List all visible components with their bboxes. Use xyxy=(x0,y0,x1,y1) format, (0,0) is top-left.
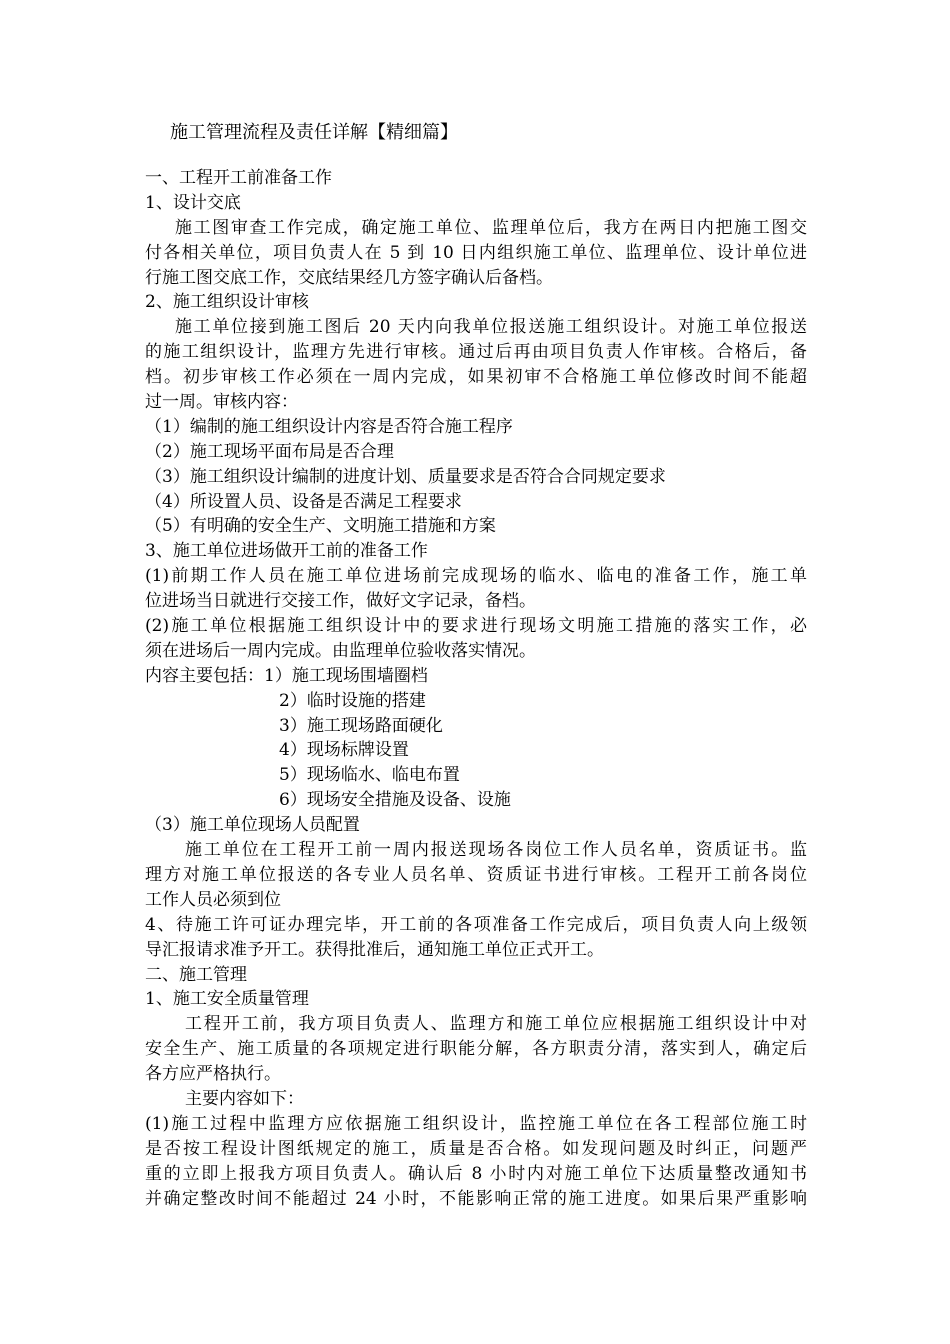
list-item: 4）现场标牌设置 xyxy=(279,740,409,761)
list-item: 6）现场安全措施及设备、设施 xyxy=(279,790,511,811)
paragraph-line: 过一周。审核内容： xyxy=(145,392,298,413)
paragraph-line: 的施工组织设计，监理方先进行审核。通过后再由项目负责人作审核。合格后，备 xyxy=(145,342,807,363)
list-item: （3）施工组织设计编制的进度计划、质量要求是否符合合同规定要求 xyxy=(145,466,666,487)
list-item: 5）现场临水、临电布置 xyxy=(279,765,460,786)
paragraph-line: 位进场当日就进行交接工作，做好文字记录，备档。 xyxy=(145,591,536,612)
paragraph-line: 是否按工程设计图纸规定的施工，质量是否合格。如发现问题及时纠正，问题严 xyxy=(145,1138,807,1159)
paragraph-line: (1)施工过程中监理方应依据施工组织设计，监控施工单位在各工程部位施工时 xyxy=(145,1113,807,1134)
list-item: （4）所设置人员、设备是否满足工程要求 xyxy=(145,491,462,512)
list-item: （5）有明确的安全生产、文明施工措施和方案 xyxy=(145,516,496,537)
paragraph-line: (2)施工单位根据施工组织设计中的要求进行现场文明施工措施的落实工作，必 xyxy=(145,616,807,637)
paragraph-line: 各方应严格执行。 xyxy=(145,1064,281,1085)
paragraph-line: 施工单位接到施工图后 20 天内向我单位报送施工组织设计。对施工单位报送 xyxy=(175,317,807,338)
paragraph-line: 施工图审查工作完成，确定施工单位、监理单位后，我方在两日内把施工图交 xyxy=(175,217,807,238)
paragraph-line: 安全生产、施工质量的各项规定进行职能分解，各方职责分清，落实到人，确定后 xyxy=(145,1039,807,1060)
subsection-heading: 1、设计交底 xyxy=(145,192,241,213)
list-item: 内容主要包括：1）施工现场围墙圈档 xyxy=(145,665,428,686)
paragraph-line: 工作人员必须到位 xyxy=(145,889,281,910)
list-item: （3）施工单位现场人员配置 xyxy=(145,815,360,836)
subsection-heading: 1、施工安全质量管理 xyxy=(145,989,309,1010)
document-body xyxy=(145,166,807,1211)
paragraph-line: 主要内容如下： xyxy=(185,1088,304,1109)
list-item: 2）临时设施的搭建 xyxy=(279,690,426,711)
paragraph-line: 行施工图交底工作，交底结果经几方签字确认后备档。 xyxy=(145,267,553,288)
document-title: 施工管理流程及责任详解【精细篇】 xyxy=(170,122,458,143)
list-item: （1）编制的施工组织设计内容是否符合施工程序 xyxy=(145,416,513,437)
paragraph-line: 档。初步审核工作必须在一周内完成，如果初审不合格施工单位修改时间不能超 xyxy=(145,367,807,388)
subsection-heading: 2、施工组织设计审核 xyxy=(145,292,309,313)
paragraph-line: 付各相关单位，项目负责人在 5 到 10 日内组织施工单位、监理单位、设计单位进 xyxy=(145,242,807,263)
list-item: 3）施工现场路面硬化 xyxy=(279,715,443,736)
paragraph-line: 4、待施工许可证办理完毕，开工前的各项准备工作完成后，项目负责人向上级领 xyxy=(145,914,807,935)
list-item: （2）施工现场平面布局是否合理 xyxy=(145,441,394,462)
paragraph-line: 理方对施工单位报送的各专业人员名单、资质证书进行审核。工程开工前各岗位 xyxy=(145,864,807,885)
paragraph-line: 须在进场后一周内完成。由监理单位验收落实情况。 xyxy=(145,640,536,661)
paragraph-line: 导汇报请求准予开工。获得批准后，通知施工单位正式开工。 xyxy=(145,939,604,960)
paragraph-line: (1)前期工作人员在施工单位进场前完成现场的临水、临电的准备工作，施工单 xyxy=(145,566,807,587)
section-heading: 一、工程开工前准备工作 xyxy=(145,168,332,188)
paragraph-line: 工程开工前，我方项目负责人、监理方和施工单位应根据施工组织设计中对 xyxy=(185,1014,807,1035)
paragraph-line: 施工单位在工程开工前一周内报送现场各岗位工作人员名单，资质证书。监 xyxy=(185,840,807,861)
subsection-heading: 3、施工单位进场做开工前的准备工作 xyxy=(145,541,428,562)
section-heading: 二、施工管理 xyxy=(145,964,247,985)
paragraph-line: 重的立即上报我方项目负责人。确认后 8 小时内对施工单位下达质量整改通知书 xyxy=(145,1163,807,1184)
paragraph-line: 并确定整改时间不能超过 24 小时，不能影响正常的施工进度。如果后果严重影响 xyxy=(145,1188,807,1209)
